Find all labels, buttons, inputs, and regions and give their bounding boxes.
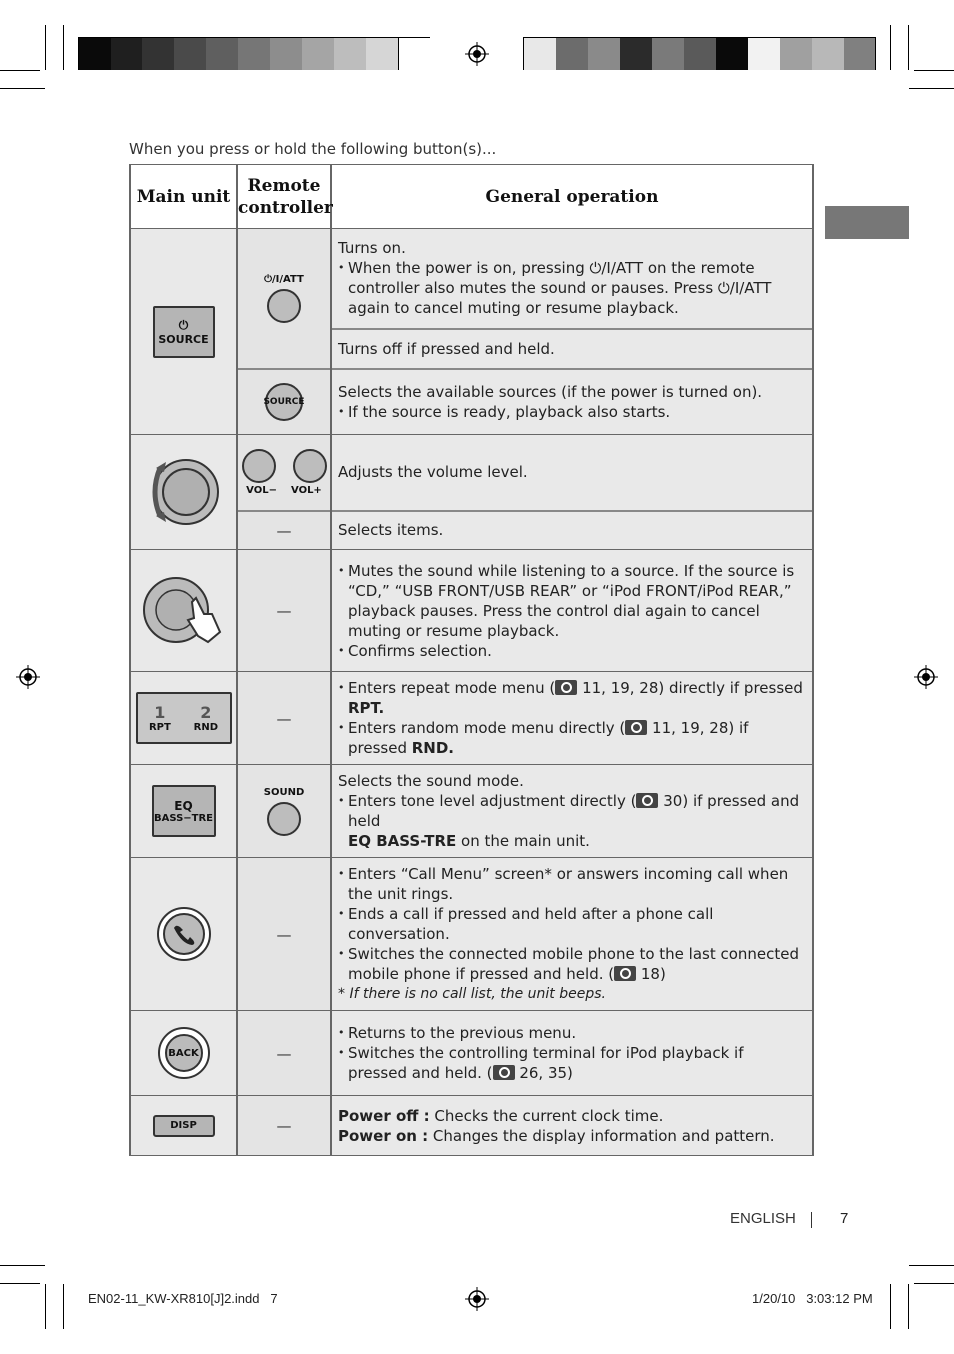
remote-source-cell [237,369,331,435]
call-cell: • Enters “Call Menu” screen* or answers incoming call when the unit rings. • Ends a call if pressed and held after a phone call conversation. • Switches the connected mobile phone to the last connected mobile phone if pressed and held. ( 18) * If there is no call list, the unit beeps. [331,858,813,1011]
crop-mark [914,1283,954,1284]
table-row [130,229,813,329]
table-header [130,165,813,229]
magnifier-icon [555,680,577,695]
crop-mark [63,25,64,70]
table-row: BACK — • Returns to the previous menu. • Switches the controlling terminal for iPod playback if pressed and held. ( 26, 35) [130,1011,813,1096]
crop-mark [914,70,954,71]
remote-volume-cell: VOL− VOL+ [237,435,331,511]
file-name: EN02-11_KW-XR810[J]2.indd 7 [88,1291,278,1306]
main-unit-disp-cell [130,1096,237,1156]
disp-button[interactable]: DISP [153,1115,215,1137]
main-unit-source-cell [130,229,237,435]
table-row [130,765,813,858]
magnifier-icon [614,966,636,981]
crop-mark [0,88,45,89]
table-row: DISP — Power off : Checks the current clock time. Power on : Changes the display information and pattern. [130,1096,813,1156]
back-cell: • Returns to the previous menu. • Switches the controlling terminal for iPod playback if pressed and held. ( 26, 35) [331,1011,813,1096]
sound-cell: Selects the sound mode. • Enters tone level adjustment directly ( 30) if pressed and held EQ BASS-TRE on the main unit. [331,765,813,858]
main-unit-eq-cell [130,765,237,858]
crop-mark [63,1284,64,1329]
repeat-random-cell: • Enters repeat mode menu ( 11, 19, 28) directly if pressed RPT. • Enters random mode menu directly ( 11, 19, 28) if pressed RND. [331,672,813,765]
vol-plus-button[interactable] [293,449,327,483]
operations-table [129,164,814,1156]
header-main-unit: Main unit [130,165,237,229]
main-unit-back-cell [130,1011,237,1096]
remote-att-button[interactable] [267,289,301,323]
main-unit-dial-cell [130,435,237,550]
crop-mark [890,1284,891,1329]
vol-minus-button[interactable] [242,449,276,483]
main-unit-press-cell [130,550,237,672]
intro-text: When you press or hold the following button(s)... [129,140,497,158]
registration-mark-icon [465,1287,489,1311]
power-off-cell: Turns off if pressed and held. [331,329,813,369]
power-on-cell: Turns on. • When the power is on, pressing ⏻/I/ATT on the remote controller also mutes the sound or pauses. Press ⏻/I/ATT again to cancel muting or resume playback. [331,229,813,329]
table-row: — Selects items. [130,511,813,550]
remote-sound-cell: SOUND [237,765,331,858]
mute-cell: • Mutes the sound while listening to a source. If the source is “CD,” “USB FRONT/USB REAR” or “iPod FRONT/iPod REAR,” playback pauses. Press the control dial again to cancel muting or resume playback. • Confirms selection. [331,550,813,672]
table-row: — • Mutes the sound while listening to a source. If the source is “CD,” “USB FRONT/USB REAR” or “iPod FRONT/iPod REAR,” playback pauses. Press the control dial again to cancel muting or resume playback. • Confirms selection. [130,550,813,672]
crop-mark [0,1283,40,1284]
language-label: ENGLISH [730,1210,796,1227]
back-button[interactable]: BACK [158,1027,210,1079]
remote-source-button[interactable]: SOURCE [265,383,303,421]
disp-cell: Power off : Checks the current clock time. Power on : Changes the display information and pattern. [331,1096,813,1156]
crop-mark [0,1265,45,1266]
crop-mark [908,1284,909,1329]
remote-sound-button[interactable] [267,802,301,836]
crop-mark [908,25,909,70]
registration-mark-icon [914,665,938,689]
main-unit-rpt-cell [130,672,237,765]
page-number: 7 [840,1210,849,1227]
magnifier-icon [625,720,647,735]
eq-bass-tre-button[interactable]: EQ BASS−TRE [152,785,216,837]
rpt-rnd-buttons[interactable]: 1 RPT 2 RND [136,692,232,744]
control-dial-icon[interactable] [146,454,222,530]
main-unit-phone-cell [130,858,237,1011]
table-row: — • Enters “Call Menu” screen* or answers incoming call when the unit rings. • Ends a call if pressed and held after a phone call conversation. • Switches the connected mobile phone to the last connected mobile phone if pressed and held. ( 18) * If there is no call list, the unit beeps. [130,858,813,1011]
divider [811,1212,812,1228]
table-row: 1 RPT 2 RND — • Enters repeat mode menu ( 11, 19, 28) directly if pressed RPT. • Enters random mode menu directly ( 11, 19, 28) if pressed RND. [130,672,813,765]
magnifier-icon [493,1065,515,1080]
table-row [130,435,813,511]
crop-mark [909,88,954,89]
header-general: General operation [331,165,813,229]
source-button[interactable]: ⏻ SOURCE [153,306,215,358]
crop-mark [45,1284,46,1329]
registration-mark-icon [16,665,40,689]
hand-press-icon[interactable] [142,576,226,646]
phone-icon[interactable] [156,906,212,962]
select-items-cell: Selects items. [331,511,813,550]
crop-mark [909,1265,954,1266]
crop-mark [45,25,46,70]
crop-mark [890,25,891,70]
timestamp: 1/20/10 3:03:12 PM [752,1291,873,1306]
registration-mark-icon [465,42,489,66]
crop-mark [0,70,40,71]
remote-att-cell: ⏻/I/ATT [237,229,331,369]
section-tab [825,206,909,239]
source-select-cell: Selects the available sources (if the power is turned on). • If the source is ready, playback also starts. [331,369,813,435]
magnifier-icon [636,793,658,808]
header-remote: Remote controller [237,165,331,229]
volume-cell: Adjusts the volume level. [331,435,813,511]
power-icon: ⏻ [178,317,189,332]
